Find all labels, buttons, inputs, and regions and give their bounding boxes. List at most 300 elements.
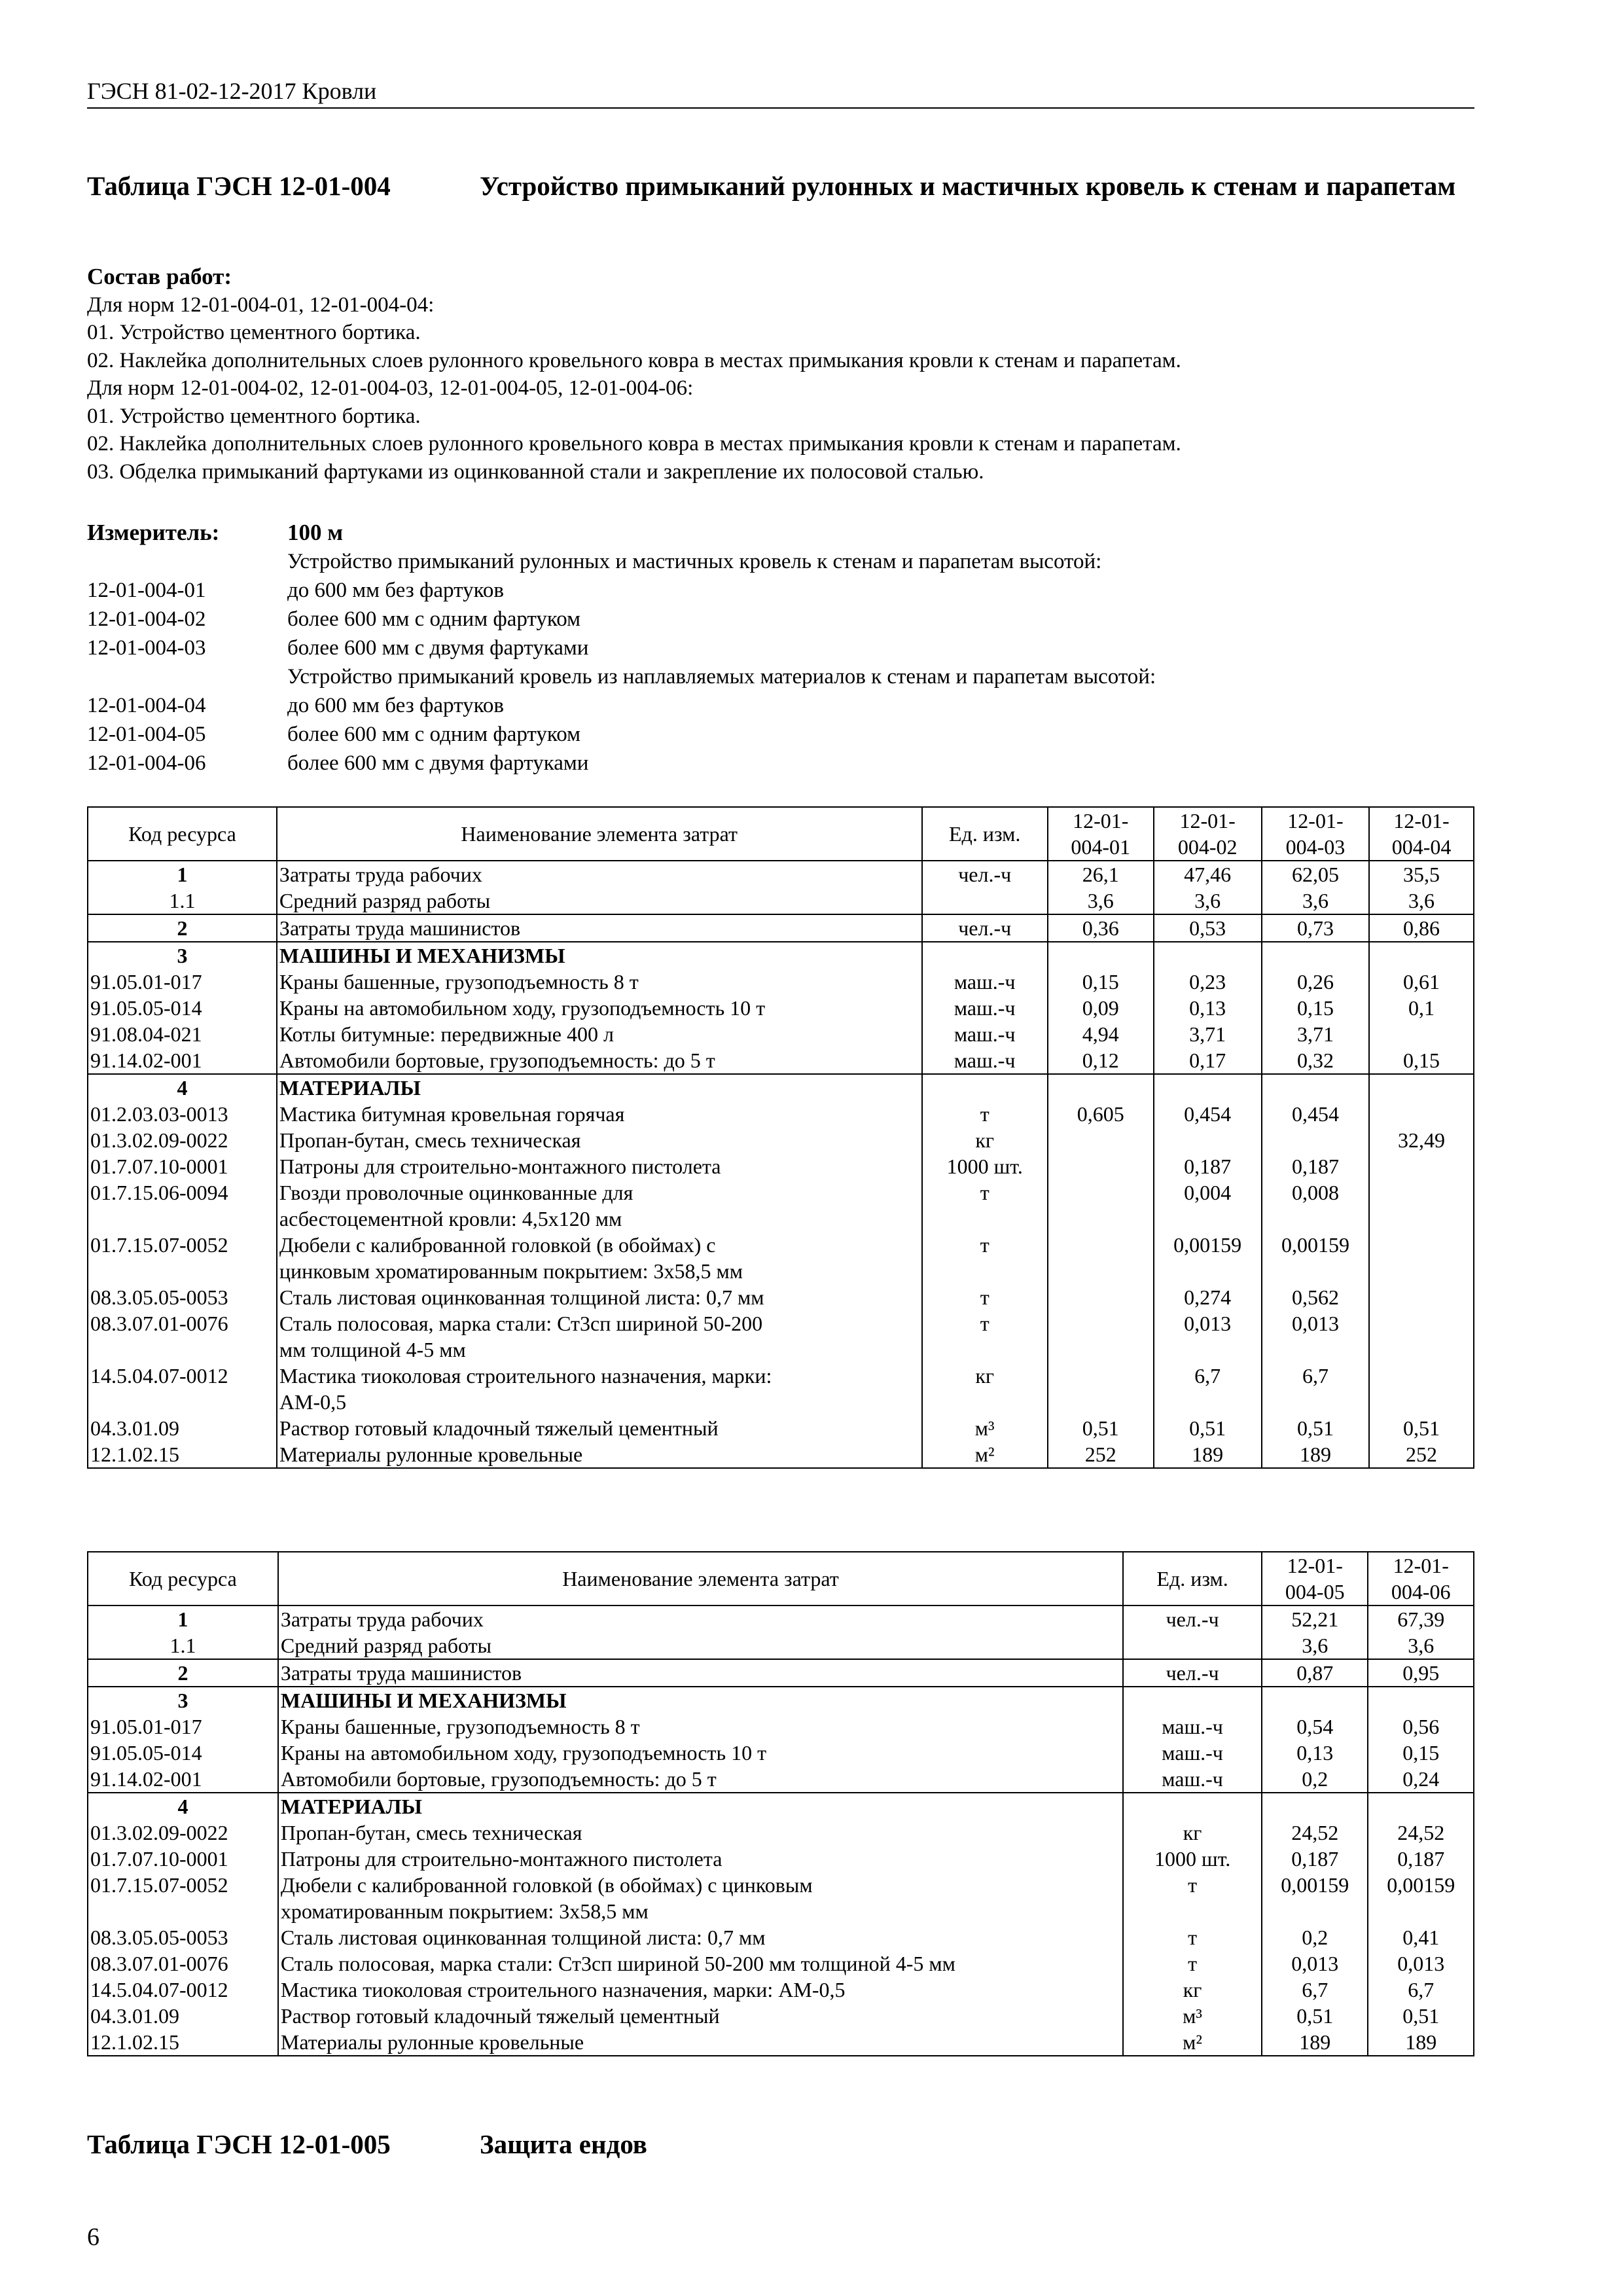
norm-value: 0,51	[1048, 1415, 1154, 1441]
meter-row	[87, 547, 1494, 576]
table-row	[88, 2003, 1474, 2029]
table-row	[88, 2029, 1474, 2056]
meter-section	[87, 518, 1494, 778]
cost-element-name: Дюбели с калиброванной головкой (в обоймах) с цинковым хроматированным покрытием: 3х58,5 мм	[277, 1232, 922, 1284]
cost-element-name: Сталь полосовая, марка стали: Ст3сп шириной 50-200 мм толщиной 4-5 мм	[278, 1950, 1123, 1977]
unit	[922, 942, 1048, 969]
page-header: ГЭСН 81-02-12-2017 Кровли	[87, 77, 1474, 109]
table-row	[88, 1713, 1474, 1740]
unit: кг	[922, 1363, 1048, 1415]
unit: кг	[922, 1127, 1048, 1153]
unit: чел.-ч	[1123, 1605, 1262, 1632]
norm-value: 0,454	[1262, 1101, 1369, 1127]
norm-value: 6,7	[1154, 1363, 1262, 1415]
cost-element-name: МАШИНЫ И МЕХАНИЗМЫ	[278, 1687, 1123, 1713]
unit: чел.-ч	[1123, 1659, 1262, 1687]
norm-value	[1369, 1179, 1474, 1232]
norm-value: 0,187	[1368, 1846, 1474, 1872]
resource-code: 04.3.01.09	[88, 2003, 278, 2029]
norm-value	[1154, 942, 1262, 969]
norm-value	[1262, 1687, 1368, 1713]
cost-element-name: Мастика битумная кровельная горячая	[277, 1101, 922, 1127]
table-row	[88, 888, 1474, 914]
meter-rows	[87, 547, 1494, 778]
table-heading-12-01-005	[87, 2127, 1494, 2161]
cost-element-name: Краны башенные, грузоподъемность 8 т	[278, 1713, 1123, 1740]
table-row	[88, 1101, 1474, 1127]
norm-value: 4,94	[1048, 1021, 1154, 1047]
cost-element-name: Средний разряд работы	[278, 1632, 1123, 1659]
norm-value: 47,46	[1154, 861, 1262, 888]
norm-value: 3,71	[1154, 1021, 1262, 1047]
norm-value	[1048, 1074, 1154, 1101]
cost-element-name: Средний разряд работы	[277, 888, 922, 914]
unit: м³	[1123, 2003, 1262, 2029]
unit: м³	[922, 1415, 1048, 1441]
resource-code: 3	[88, 1687, 278, 1713]
resource-code: 91.05.05-014	[88, 1740, 278, 1766]
table-row	[88, 1687, 1474, 1713]
table-row	[88, 1310, 1474, 1363]
resource-code: 1	[88, 1605, 278, 1632]
table-row	[88, 1284, 1474, 1310]
unit: маш.-ч	[1123, 1740, 1262, 1766]
table-row	[88, 914, 1474, 942]
norm-value: 0,13	[1262, 1740, 1368, 1766]
norm-value	[1048, 1232, 1154, 1284]
meter-text: до 600 мм без фартуков	[287, 694, 505, 717]
norm-value: 0,562	[1262, 1284, 1369, 1310]
cost-element-name: Краны на автомобильном ходу, грузоподъемность 10 т	[278, 1740, 1123, 1766]
norm-value: 0,26	[1262, 969, 1369, 995]
resource-code: 2	[88, 914, 277, 942]
cost-element-name: МАШИНЫ И МЕХАНИЗМЫ	[277, 942, 922, 969]
table-header-row	[88, 807, 1474, 861]
table-row	[88, 1363, 1474, 1415]
table-heading-12-01-004	[87, 169, 1494, 203]
table-row	[88, 1179, 1474, 1232]
cost-element-name: Патроны для строительно-монтажного пистолета	[278, 1846, 1123, 1872]
column-header: Наименование элемента затрат	[277, 807, 922, 861]
resource-table-1	[87, 806, 1474, 1469]
cost-element-name: Затраты труда рабочих	[277, 861, 922, 888]
norm-value: 0,86	[1369, 914, 1474, 942]
unit: маш.-ч	[922, 1021, 1048, 1047]
norm-value: 0,013	[1368, 1950, 1474, 1977]
cost-element-name: Затраты труда машинистов	[278, 1659, 1123, 1687]
cost-element-name: Сталь полосовая, марка стали: Ст3сп шириной 50-200 мм толщиной 4-5 мм	[277, 1310, 922, 1363]
meter-text: более 600 мм с двумя фартуками	[287, 636, 589, 660]
table-row	[88, 1415, 1474, 1441]
cost-element-name: Котлы битумные: передвижные 400 л	[277, 1021, 922, 1047]
work-composition	[87, 263, 1494, 486]
cost-element-name: МАТЕРИАЛЫ	[278, 1793, 1123, 1820]
norm-value: 3,6	[1369, 888, 1474, 914]
resource-code: 1.1	[88, 888, 277, 914]
page-number: 6	[87, 2223, 99, 2251]
norm-value	[1048, 1310, 1154, 1363]
norm-value	[1262, 1127, 1369, 1153]
unit	[1123, 1632, 1262, 1659]
norm-value: 0,36	[1048, 914, 1154, 942]
norm-value: 0,56	[1368, 1713, 1474, 1740]
norm-value	[1369, 1363, 1474, 1415]
unit	[922, 1074, 1048, 1101]
norm-value: 3,6	[1262, 888, 1369, 914]
norm-value: 0,13	[1154, 995, 1262, 1021]
resource-code: 01.3.02.09-0022	[88, 1127, 277, 1153]
table-row	[88, 1924, 1474, 1950]
norm-value: 0,008	[1262, 1179, 1369, 1232]
norm-value: 0,51	[1368, 2003, 1474, 2029]
norm-value	[1048, 942, 1154, 969]
unit	[1123, 1793, 1262, 1820]
norm-value: 0,187	[1154, 1153, 1262, 1179]
table-row	[88, 1766, 1474, 1793]
norm-value	[1369, 1310, 1474, 1363]
cost-element-name: Пропан-бутан, смесь техническая	[278, 1820, 1123, 1846]
unit: маш.-ч	[922, 995, 1048, 1021]
norm-value: 0,61	[1369, 969, 1474, 995]
table-number: Таблица ГЭСН 12-01-005	[87, 2129, 391, 2159]
norm-value: 0,15	[1262, 995, 1369, 1021]
table-header-row	[88, 1552, 1474, 1605]
table-row	[88, 1074, 1474, 1101]
norm-value	[1048, 1127, 1154, 1153]
resource-code: 01.7.15.06-0094	[88, 1179, 277, 1232]
meter-text: более 600 мм с одним фартуком	[287, 723, 581, 746]
column-header: 12-01- 004-01	[1048, 807, 1154, 861]
resource-code: 01.7.07.10-0001	[88, 1846, 278, 1872]
unit: т	[1123, 1950, 1262, 1977]
meter-text: Устройство примыканий кровель из наплавляемых материалов к стенам и парапетам высотой:	[287, 665, 1156, 689]
norm-value	[1369, 1021, 1474, 1047]
cost-element-name: Раствор готовый кладочный тяжелый цементный	[278, 2003, 1123, 2029]
cost-element-name: Материалы рулонные кровельные	[278, 2029, 1123, 2056]
norm-value: 0,187	[1262, 1153, 1369, 1179]
norm-value	[1262, 1793, 1368, 1820]
cost-element-name: Затраты труда машинистов	[277, 914, 922, 942]
unit: маш.-ч	[1123, 1713, 1262, 1740]
meter-code: 12-01-004-01	[87, 579, 206, 602]
unit: 1000 шт.	[922, 1153, 1048, 1179]
norm-value: 0,013	[1154, 1310, 1262, 1363]
table-row	[88, 1127, 1474, 1153]
resource-code: 91.05.01-017	[88, 1713, 278, 1740]
resource-code: 12.1.02.15	[88, 2029, 278, 2056]
norm-value: 0,15	[1048, 969, 1154, 995]
norm-value: 3,6	[1368, 1632, 1474, 1659]
norm-value	[1154, 1127, 1262, 1153]
table-row	[88, 1846, 1474, 1872]
norm-value	[1048, 1153, 1154, 1179]
norm-value: 0,51	[1369, 1415, 1474, 1441]
meter-row	[87, 749, 1494, 778]
column-header: Код ресурса	[88, 1552, 278, 1605]
norm-value: 6,7	[1368, 1977, 1474, 2003]
resource-code: 01.7.15.07-0052	[88, 1232, 277, 1284]
cost-element-name: Патроны для строительно-монтажного пистолета	[277, 1153, 922, 1179]
unit: кг	[1123, 1977, 1262, 2003]
norm-value: 3,6	[1262, 1632, 1368, 1659]
table-row	[88, 1659, 1474, 1687]
cost-element-name: Мастика тиоколовая строительного назначения, марки: АМ-0,5	[277, 1363, 922, 1415]
meter-code	[87, 547, 287, 576]
resource-code: 1.1	[88, 1632, 278, 1659]
cost-element-name: Гвозди проволочные оцинкованные для асбестоцементной кровли: 4,5х120 мм	[277, 1179, 922, 1232]
column-header: 12-01- 004-05	[1262, 1552, 1368, 1605]
norm-value	[1369, 1074, 1474, 1101]
column-header: Код ресурса	[88, 807, 277, 861]
meter-code: 12-01-004-06	[87, 751, 206, 775]
column-header: Ед. изм.	[922, 807, 1048, 861]
norm-value: 0,013	[1262, 1310, 1369, 1363]
norm-value	[1262, 942, 1369, 969]
norm-value	[1368, 1687, 1474, 1713]
cost-element-name: Автомобили бортовые, грузоподъемность: до 5 т	[278, 1766, 1123, 1793]
cost-element-name: Материалы рулонные кровельные	[277, 1441, 922, 1468]
unit: т	[1123, 1872, 1262, 1924]
norm-value: 0,1	[1369, 995, 1474, 1021]
norm-value	[1048, 1179, 1154, 1232]
table-row	[88, 1977, 1474, 2003]
table-row	[88, 1021, 1474, 1047]
norm-value: 189	[1154, 1441, 1262, 1468]
column-header: 12-01- 004-03	[1262, 807, 1369, 861]
resource-code: 2	[88, 1659, 278, 1687]
unit: т	[922, 1232, 1048, 1284]
table-row	[88, 942, 1474, 969]
resource-code: 01.7.07.10-0001	[88, 1153, 277, 1179]
norm-value: 35,5	[1369, 861, 1474, 888]
cost-element-name: Раствор готовый кладочный тяжелый цементный	[277, 1415, 922, 1441]
table-row	[88, 861, 1474, 888]
meter-label: Измеритель:	[87, 520, 220, 545]
composition-line: 02. Наклейка дополнительных слоев рулонного кровельного ковра в местах примыкания кровли к стенам и парапетам.	[87, 432, 1181, 456]
resource-table-2	[87, 1551, 1474, 2056]
table-row	[88, 1605, 1474, 1632]
column-header: 12-01- 004-06	[1368, 1552, 1474, 1605]
norm-value: 0,32	[1262, 1047, 1369, 1074]
meter-row	[87, 720, 1494, 749]
norm-value	[1262, 1074, 1369, 1101]
unit: кг	[1123, 1820, 1262, 1846]
cost-element-name: Мастика тиоколовая строительного назначения, марки: АМ-0,5	[278, 1977, 1123, 2003]
norm-value: 189	[1262, 2029, 1368, 2056]
table-row	[88, 1047, 1474, 1074]
norm-value: 52,21	[1262, 1605, 1368, 1632]
composition-label: Состав работ:	[87, 264, 232, 289]
cost-element-name: Краны на автомобильном ходу, грузоподъемность 10 т	[277, 995, 922, 1021]
cost-element-name: Пропан-бутан, смесь техническая	[277, 1127, 922, 1153]
norm-value: 252	[1369, 1441, 1474, 1468]
meter-code: 12-01-004-05	[87, 723, 206, 746]
norm-value: 0,12	[1048, 1047, 1154, 1074]
norm-value	[1368, 1793, 1474, 1820]
resource-code: 08.3.05.05-0053	[88, 1284, 277, 1310]
table-row	[88, 995, 1474, 1021]
resource-code: 01.3.02.09-0022	[88, 1820, 278, 1846]
norm-value	[1369, 1101, 1474, 1127]
unit: м²	[1123, 2029, 1262, 2056]
resource-code: 01.2.03.03-0013	[88, 1101, 277, 1127]
cost-element-name: МАТЕРИАЛЫ	[277, 1074, 922, 1101]
norm-value	[1048, 1363, 1154, 1415]
meter-text: до 600 мм без фартуков	[287, 579, 505, 602]
norm-value: 0,87	[1262, 1659, 1368, 1687]
composition-line: 02. Наклейка дополнительных слоев рулонного кровельного ковра в местах примыкания кровли к стенам и парапетам.	[87, 348, 1181, 372]
resource-code: 12.1.02.15	[88, 1441, 277, 1468]
meter-text: более 600 мм с одним фартуком	[287, 607, 581, 631]
norm-value: 252	[1048, 1441, 1154, 1468]
table-row	[88, 1153, 1474, 1179]
table-number: Таблица ГЭСН 12-01-004	[87, 171, 391, 201]
meter-row	[87, 662, 1494, 691]
meter-row	[87, 634, 1494, 662]
composition-line: Для норм 12-01-004-01, 12-01-004-04:	[87, 293, 435, 317]
meter-row	[87, 691, 1494, 720]
norm-value: 0,15	[1368, 1740, 1474, 1766]
resource-code: 08.3.07.01-0076	[88, 1950, 278, 1977]
resource-code: 91.05.01-017	[88, 969, 277, 995]
resource-code: 08.3.05.05-0053	[88, 1924, 278, 1950]
unit	[922, 888, 1048, 914]
table-row	[88, 1740, 1474, 1766]
unit: т	[1123, 1924, 1262, 1950]
norm-value: 189	[1368, 2029, 1474, 2056]
column-header: Ед. изм.	[1123, 1552, 1262, 1605]
norm-value: 0,53	[1154, 914, 1262, 942]
norm-value: 6,7	[1262, 1363, 1369, 1415]
norm-value: 0,51	[1262, 2003, 1368, 2029]
composition-line: 03. Обделка примыканий фартуками из оцинкованной стали и закрепление их полосовой сталью.	[87, 459, 984, 484]
norm-value: 0,013	[1262, 1950, 1368, 1977]
unit: чел.-ч	[922, 861, 1048, 888]
norm-value: 0,51	[1262, 1415, 1369, 1441]
norm-value: 32,49	[1369, 1127, 1474, 1153]
norm-value: 0,454	[1154, 1101, 1262, 1127]
table-row	[88, 1872, 1474, 1924]
norm-value	[1369, 1284, 1474, 1310]
cost-element-name: Затраты труда рабочих	[278, 1605, 1123, 1632]
meter-row	[87, 605, 1494, 634]
norm-value: 0,41	[1368, 1924, 1474, 1950]
norm-value: 3,71	[1262, 1021, 1369, 1047]
norm-value: 0,24	[1368, 1766, 1474, 1793]
meter-code: 12-01-004-04	[87, 694, 206, 717]
norm-value: 0,09	[1048, 995, 1154, 1021]
meter-text: Устройство примыканий рулонных и мастичных кровель к стенам и парапетам высотой:	[287, 550, 1102, 573]
norm-value: 0,2	[1262, 1766, 1368, 1793]
norm-value: 0,17	[1154, 1047, 1262, 1074]
norm-value	[1369, 942, 1474, 969]
norm-value: 0,73	[1262, 914, 1369, 942]
cost-element-name: Автомобили бортовые, грузоподъемность: до 5 т	[277, 1047, 922, 1074]
norm-value	[1369, 1232, 1474, 1284]
column-header: 12-01- 004-04	[1369, 807, 1474, 861]
resource-code: 91.08.04-021	[88, 1021, 277, 1047]
meter-code	[87, 662, 287, 691]
meter-text: более 600 мм с двумя фартуками	[287, 751, 589, 775]
composition-line: 01. Устройство цементного бортика.	[87, 404, 421, 428]
norm-value: 0,00159	[1368, 1872, 1474, 1924]
norm-value: 189	[1262, 1441, 1369, 1468]
norm-value: 0,004	[1154, 1179, 1262, 1232]
norm-value: 24,52	[1262, 1820, 1368, 1846]
norm-value: 6,7	[1262, 1977, 1368, 2003]
cost-element-name: Сталь листовая оцинкованная толщиной листа: 0,7 мм	[278, 1924, 1123, 1950]
unit: т	[922, 1179, 1048, 1232]
unit: т	[922, 1284, 1048, 1310]
norm-value	[1369, 1153, 1474, 1179]
norm-value: 0,2	[1262, 1924, 1368, 1950]
unit: 1000 шт.	[1123, 1846, 1262, 1872]
unit	[1123, 1687, 1262, 1713]
unit: м²	[922, 1441, 1048, 1468]
table-row	[88, 1820, 1474, 1846]
meter-code: 12-01-004-02	[87, 607, 206, 631]
norm-value	[1154, 1074, 1262, 1101]
norm-value: 0,54	[1262, 1713, 1368, 1740]
resource-code: 04.3.01.09	[88, 1415, 277, 1441]
meter-unit-row	[87, 518, 1494, 547]
table-title: Устройство примыканий рулонных и мастичных кровель к стенам и парапетам	[480, 171, 1456, 201]
norm-value: 0,274	[1154, 1284, 1262, 1310]
resource-code: 4	[88, 1793, 278, 1820]
unit: т	[922, 1310, 1048, 1363]
table-row	[88, 1441, 1474, 1468]
norm-value	[1048, 1284, 1154, 1310]
resource-code: 4	[88, 1074, 277, 1101]
resource-code: 14.5.04.07-0012	[88, 1363, 277, 1415]
unit: маш.-ч	[922, 969, 1048, 995]
resource-code: 08.3.07.01-0076	[88, 1310, 277, 1363]
norm-value: 0,605	[1048, 1101, 1154, 1127]
norm-value: 0,00159	[1262, 1232, 1369, 1284]
table-row	[88, 1793, 1474, 1820]
table-row	[88, 1232, 1474, 1284]
cost-element-name: Краны башенные, грузоподъемность 8 т	[277, 969, 922, 995]
cost-element-name: Сталь листовая оцинкованная толщиной листа: 0,7 мм	[277, 1284, 922, 1310]
norm-value: 0,15	[1369, 1047, 1474, 1074]
norm-value: 0,00159	[1154, 1232, 1262, 1284]
resource-code: 91.05.05-014	[88, 995, 277, 1021]
resource-code: 14.5.04.07-0012	[88, 1977, 278, 2003]
table-row	[88, 969, 1474, 995]
unit: чел.-ч	[922, 914, 1048, 942]
table-row	[88, 1632, 1474, 1659]
meter-code: 12-01-004-03	[87, 636, 206, 660]
resource-code: 01.7.15.07-0052	[88, 1872, 278, 1924]
meter-row	[87, 576, 1494, 605]
norm-value: 3,6	[1048, 888, 1154, 914]
composition-line: 01. Устройство цементного бортика.	[87, 321, 421, 344]
table-title: Защита ендов	[480, 2129, 647, 2159]
unit: маш.-ч	[1123, 1766, 1262, 1793]
norm-value: 67,39	[1368, 1605, 1474, 1632]
norm-value: 3,6	[1154, 888, 1262, 914]
cost-element-name: Дюбели с калиброванной головкой (в обоймах) с цинковым хроматированным покрытием: 3х58,5 мм	[278, 1872, 1123, 1924]
norm-value: 0,23	[1154, 969, 1262, 995]
meter-unit: 100 м	[287, 520, 344, 545]
norm-value: 26,1	[1048, 861, 1154, 888]
resource-code: 91.14.02-001	[88, 1766, 278, 1793]
unit: маш.-ч	[922, 1047, 1048, 1074]
norm-value: 0,51	[1154, 1415, 1262, 1441]
column-header: 12-01- 004-02	[1154, 807, 1262, 861]
resource-code: 3	[88, 942, 277, 969]
norm-value: 0,95	[1368, 1659, 1474, 1687]
